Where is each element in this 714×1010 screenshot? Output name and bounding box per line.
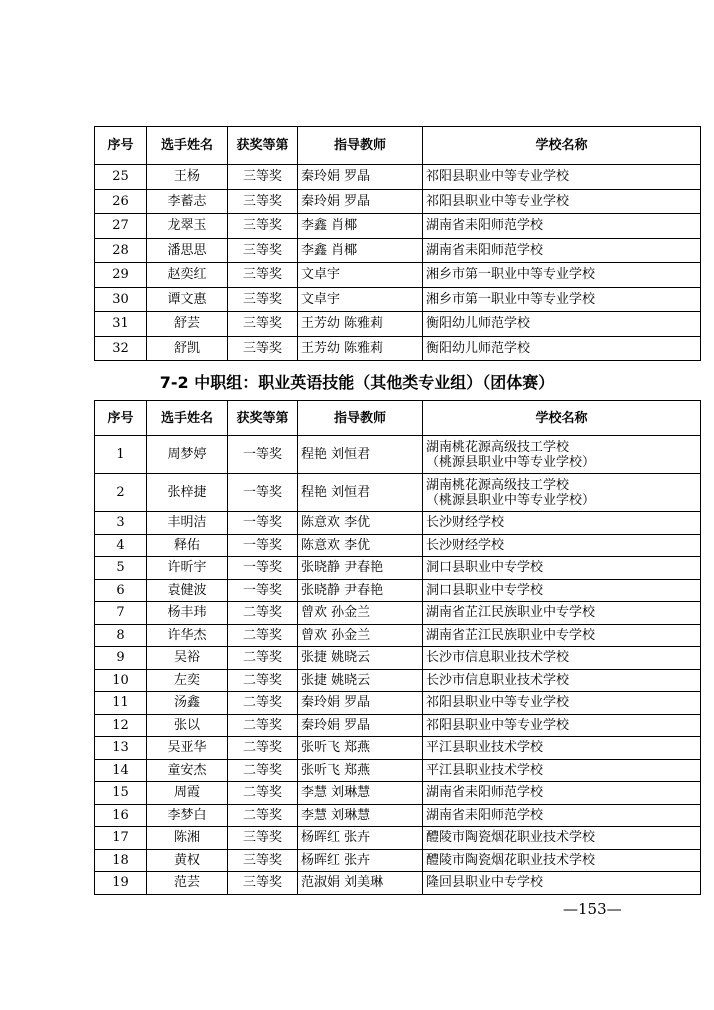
cell-name: 周梦婷 <box>147 436 228 474</box>
cell-no: 27 <box>95 214 147 239</box>
cell-no: 31 <box>95 312 147 337</box>
cell-no: 16 <box>95 804 147 827</box>
cell-name: 王杨 <box>147 165 228 190</box>
table-row <box>95 692 701 715</box>
table-row <box>95 436 701 474</box>
cell-name: 释佑 <box>147 534 228 557</box>
cell-school: 湖南省耒阳师范学校 <box>423 782 701 805</box>
cell-school: 长沙市信息职业技术学校 <box>423 669 701 692</box>
cell-teacher: 秦玲娟 罗晶 <box>298 692 423 715</box>
table-row <box>95 714 701 737</box>
cell-teacher: 陈意欢 李优 <box>298 534 423 557</box>
table-header-row <box>95 401 701 436</box>
cell-award: 三等奖 <box>228 312 298 337</box>
table-row <box>95 647 701 670</box>
table-row <box>95 312 701 337</box>
award-table-team <box>94 400 701 895</box>
cell-no: 29 <box>95 263 147 288</box>
cell-no: 2 <box>95 474 147 512</box>
cell-no: 15 <box>95 782 147 805</box>
cell-name: 张以 <box>147 714 228 737</box>
cell-school: 湖南省耒阳师范学校 <box>423 214 701 239</box>
cell-teacher: 张捷 姚晓云 <box>298 647 423 670</box>
cell-teacher: 程艳 刘恒君 <box>298 474 423 512</box>
award-table-continued <box>94 126 701 361</box>
cell-no: 14 <box>95 759 147 782</box>
cell-school: 洞口县职业中专学校 <box>423 579 701 602</box>
cell-school: 隆回县职业中专学校 <box>423 872 701 895</box>
section-title: 7-2 中职组：职业英语技能（其他类专业组）（团体赛） <box>159 373 555 392</box>
cell-name: 舒凯 <box>147 336 228 361</box>
cell-school: 衡阳幼儿师范学校 <box>423 312 701 337</box>
cell-no: 17 <box>95 827 147 850</box>
cell-school: 湖南省芷江民族职业中专学校 <box>423 624 701 647</box>
cell-award: 一等奖 <box>228 534 298 557</box>
cell-teacher: 李慧 刘琳慧 <box>298 782 423 805</box>
cell-school: 湘乡市第一职业中等专业学校 <box>423 263 701 288</box>
cell-teacher: 曾欢 孙金兰 <box>298 624 423 647</box>
col-header-name: 选手姓名 <box>147 127 228 165</box>
cell-name: 潘思思 <box>147 238 228 263</box>
table-row <box>95 474 701 512</box>
cell-teacher: 李鑫 肖椰 <box>298 238 423 263</box>
cell-no: 13 <box>95 737 147 760</box>
cell-award: 一等奖 <box>228 436 298 474</box>
cell-name: 汤鑫 <box>147 692 228 715</box>
cell-school: 长沙财经学校 <box>423 512 701 535</box>
cell-teacher: 程艳 刘恒君 <box>298 436 423 474</box>
cell-teacher: 秦玲娟 罗晶 <box>298 189 423 214</box>
cell-teacher: 曾欢 孙金兰 <box>298 602 423 625</box>
cell-no: 25 <box>95 165 147 190</box>
cell-school: 长沙市信息职业技术学校 <box>423 647 701 670</box>
cell-no: 32 <box>95 336 147 361</box>
cell-name: 李梦白 <box>147 804 228 827</box>
cell-name: 周霞 <box>147 782 228 805</box>
cell-award: 三等奖 <box>228 238 298 263</box>
cell-teacher: 文卓宇 <box>298 287 423 312</box>
cell-award: 二等奖 <box>228 804 298 827</box>
cell-award: 一等奖 <box>228 579 298 602</box>
cell-no: 6 <box>95 579 147 602</box>
cell-teacher: 秦玲娟 罗晶 <box>298 714 423 737</box>
cell-school: 祁阳县职业中等专业学校 <box>423 692 701 715</box>
cell-award: 三等奖 <box>228 336 298 361</box>
cell-award: 二等奖 <box>228 647 298 670</box>
table-row <box>95 737 701 760</box>
table-row <box>95 804 701 827</box>
cell-school: 衡阳幼儿师范学校 <box>423 336 701 361</box>
table-row <box>95 579 701 602</box>
cell-teacher: 张晓静 尹春艳 <box>298 557 423 580</box>
cell-name: 许昕宇 <box>147 557 228 580</box>
cell-no: 3 <box>95 512 147 535</box>
cell-teacher: 范淑娟 刘美琳 <box>298 872 423 895</box>
cell-name: 丰明洁 <box>147 512 228 535</box>
cell-teacher: 李慧 刘琳慧 <box>298 804 423 827</box>
table-row <box>95 624 701 647</box>
cell-name: 吴亚华 <box>147 737 228 760</box>
cell-award: 二等奖 <box>228 714 298 737</box>
cell-school: 平江县职业技术学校 <box>423 759 701 782</box>
cell-name: 谭文惠 <box>147 287 228 312</box>
cell-name: 许华杰 <box>147 624 228 647</box>
cell-no: 9 <box>95 647 147 670</box>
col-header-teacher: 指导教师 <box>298 401 423 436</box>
cell-no: 19 <box>95 872 147 895</box>
cell-no: 1 <box>95 436 147 474</box>
cell-award: 二等奖 <box>228 602 298 625</box>
table-row <box>95 849 701 872</box>
cell-name: 吴裕 <box>147 647 228 670</box>
cell-award: 二等奖 <box>228 782 298 805</box>
cell-award: 三等奖 <box>228 849 298 872</box>
cell-no: 8 <box>95 624 147 647</box>
cell-school: 湖南省耒阳师范学校 <box>423 804 701 827</box>
cell-school: 湖南省芷江民族职业中专学校 <box>423 602 701 625</box>
cell-school: 祁阳县职业中等专业学校 <box>423 714 701 737</box>
table-row <box>95 872 701 895</box>
table-row <box>95 669 701 692</box>
cell-award: 一等奖 <box>228 557 298 580</box>
table-row <box>95 602 701 625</box>
table-row <box>95 165 701 190</box>
cell-no: 7 <box>95 602 147 625</box>
cell-no: 11 <box>95 692 147 715</box>
cell-award: 二等奖 <box>228 737 298 760</box>
cell-school: 长沙财经学校 <box>423 534 701 557</box>
cell-school: 祁阳县职业中等专业学校 <box>423 165 701 190</box>
cell-no: 30 <box>95 287 147 312</box>
cell-teacher: 陈意欢 李优 <box>298 512 423 535</box>
cell-no: 18 <box>95 849 147 872</box>
table-row <box>95 827 701 850</box>
cell-name: 龙翠玉 <box>147 214 228 239</box>
cell-teacher: 王芳幼 陈雅莉 <box>298 312 423 337</box>
table-row <box>95 336 701 361</box>
cell-no: 12 <box>95 714 147 737</box>
cell-award: 二等奖 <box>228 669 298 692</box>
cell-name: 左奕 <box>147 669 228 692</box>
cell-school: 洞口县职业中专学校 <box>423 557 701 580</box>
col-header-no: 序号 <box>95 401 147 436</box>
cell-school: 平江县职业技术学校 <box>423 737 701 760</box>
col-header-teacher: 指导教师 <box>298 127 423 165</box>
cell-award: 二等奖 <box>228 692 298 715</box>
table-row <box>95 238 701 263</box>
cell-teacher: 李鑫 肖椰 <box>298 214 423 239</box>
cell-name: 张梓捷 <box>147 474 228 512</box>
cell-name: 范芸 <box>147 872 228 895</box>
cell-name: 赵奕红 <box>147 263 228 288</box>
cell-name: 童安杰 <box>147 759 228 782</box>
cell-award: 二等奖 <box>228 624 298 647</box>
cell-award: 三等奖 <box>228 872 298 895</box>
cell-no: 26 <box>95 189 147 214</box>
cell-school: 湖南省耒阳师范学校 <box>423 238 701 263</box>
cell-name: 杨丰玮 <box>147 602 228 625</box>
table-header-row <box>95 127 701 165</box>
cell-no: 10 <box>95 669 147 692</box>
cell-no: 5 <box>95 557 147 580</box>
cell-school: 湘乡市第一职业中等专业学校 <box>423 287 701 312</box>
cell-school: 湖南桃花源高级技工学校 （桃源县职业中等专业学校） <box>423 474 701 512</box>
cell-school: 祁阳县职业中等专业学校 <box>423 189 701 214</box>
cell-teacher: 张听飞 郑燕 <box>298 737 423 760</box>
table-row <box>95 782 701 805</box>
cell-name: 舒芸 <box>147 312 228 337</box>
cell-teacher: 杨晖红 张卉 <box>298 827 423 850</box>
cell-teacher: 张捷 姚晓云 <box>298 669 423 692</box>
cell-teacher: 秦玲娟 罗晶 <box>298 165 423 190</box>
cell-school: 醴陵市陶瓷烟花职业技术学校 <box>423 849 701 872</box>
cell-award: 三等奖 <box>228 165 298 190</box>
table-row <box>95 512 701 535</box>
table-row <box>95 759 701 782</box>
cell-no: 28 <box>95 238 147 263</box>
cell-teacher: 杨晖红 张卉 <box>298 849 423 872</box>
cell-school: 湖南桃花源高级技工学校 （桃源县职业中等专业学校） <box>423 436 701 474</box>
col-header-no: 序号 <box>95 127 147 165</box>
table-row <box>95 287 701 312</box>
cell-teacher: 文卓宇 <box>298 263 423 288</box>
cell-name: 陈湘 <box>147 827 228 850</box>
table-row <box>95 214 701 239</box>
col-header-school: 学校名称 <box>423 401 701 436</box>
cell-no: 4 <box>95 534 147 557</box>
col-header-award: 获奖等第 <box>228 401 298 436</box>
cell-award: 一等奖 <box>228 512 298 535</box>
table-row <box>95 557 701 580</box>
cell-award: 三等奖 <box>228 827 298 850</box>
page-number: —153— <box>563 900 622 918</box>
col-header-name: 选手姓名 <box>147 401 228 436</box>
col-header-award: 获奖等第 <box>228 127 298 165</box>
cell-award: 三等奖 <box>228 214 298 239</box>
cell-award: 二等奖 <box>228 759 298 782</box>
cell-award: 三等奖 <box>228 189 298 214</box>
table-row <box>95 189 701 214</box>
cell-school: 醴陵市陶瓷烟花职业技术学校 <box>423 827 701 850</box>
col-header-school: 学校名称 <box>423 127 701 165</box>
cell-name: 袁健波 <box>147 579 228 602</box>
table-row <box>95 263 701 288</box>
cell-teacher: 王芳幼 陈雅莉 <box>298 336 423 361</box>
cell-award: 三等奖 <box>228 287 298 312</box>
cell-teacher: 张听飞 郑燕 <box>298 759 423 782</box>
cell-name: 李蓄志 <box>147 189 228 214</box>
cell-teacher: 张晓静 尹春艳 <box>298 579 423 602</box>
cell-award: 一等奖 <box>228 474 298 512</box>
cell-award: 三等奖 <box>228 263 298 288</box>
table-row <box>95 534 701 557</box>
cell-name: 黄权 <box>147 849 228 872</box>
